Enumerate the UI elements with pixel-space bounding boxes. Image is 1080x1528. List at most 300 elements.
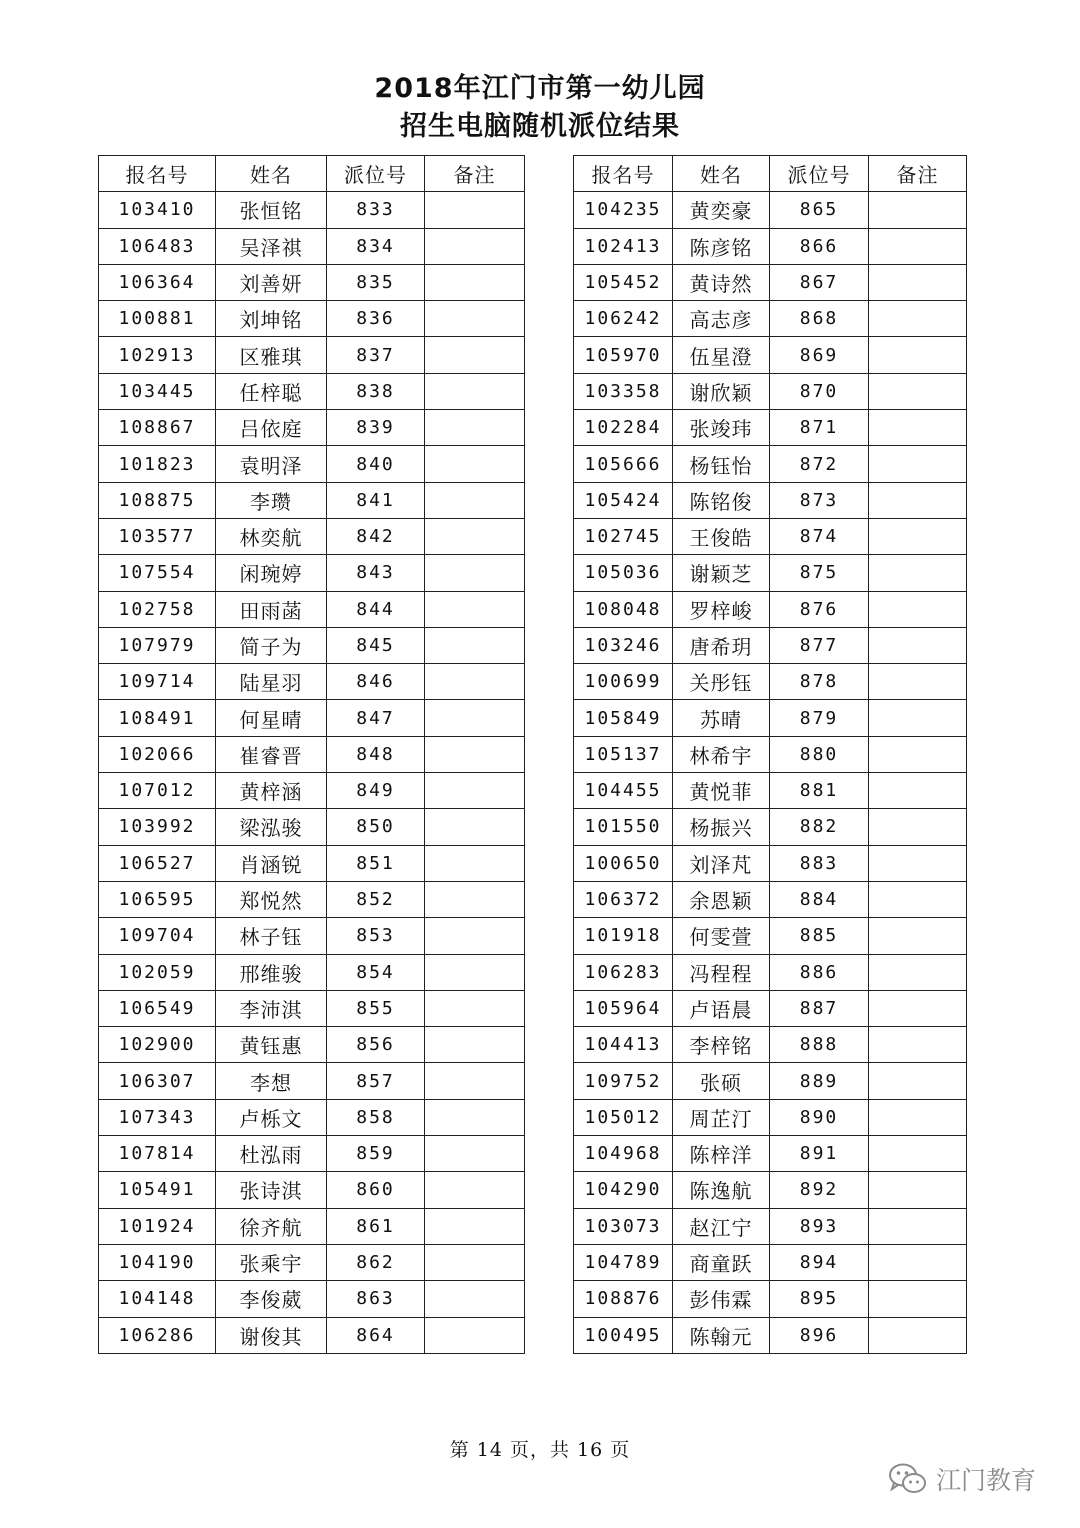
registration-id-cell: 103577 bbox=[99, 518, 216, 554]
student-name-cell: 黄奕豪 bbox=[673, 192, 770, 228]
note-cell bbox=[425, 446, 525, 482]
note-cell bbox=[869, 373, 967, 409]
note-cell bbox=[425, 809, 525, 845]
note-cell bbox=[425, 1244, 525, 1280]
table-row bbox=[99, 773, 525, 809]
column-header-id: 报名号 bbox=[574, 156, 673, 192]
student-name-cell: 彭伟霖 bbox=[673, 1281, 770, 1317]
registration-id-cell: 105036 bbox=[574, 555, 673, 591]
registration-id-cell: 105964 bbox=[574, 990, 673, 1026]
seat-number-cell: 888 bbox=[770, 1027, 869, 1063]
seat-number-cell: 885 bbox=[770, 918, 869, 954]
seat-number-cell: 851 bbox=[327, 845, 425, 881]
student-name-cell: 何雯萱 bbox=[673, 918, 770, 954]
note-cell bbox=[425, 918, 525, 954]
registration-id-cell: 106372 bbox=[574, 881, 673, 917]
seat-number-cell: 859 bbox=[327, 1136, 425, 1172]
registration-id-cell: 105666 bbox=[574, 446, 673, 482]
note-cell bbox=[869, 264, 967, 300]
registration-id-cell: 108875 bbox=[99, 482, 216, 518]
note-cell bbox=[425, 881, 525, 917]
seat-number-cell: 842 bbox=[327, 518, 425, 554]
table-row bbox=[99, 410, 525, 446]
registration-id-cell: 105452 bbox=[574, 264, 673, 300]
registration-id-cell: 106242 bbox=[574, 301, 673, 337]
note-cell bbox=[869, 518, 967, 554]
student-name-cell: 袁明泽 bbox=[216, 446, 327, 482]
table-row bbox=[574, 990, 967, 1026]
table-row bbox=[574, 373, 967, 409]
student-name-cell: 伍星澄 bbox=[673, 337, 770, 373]
student-name-cell: 李瓒 bbox=[216, 482, 327, 518]
registration-id-cell: 101823 bbox=[99, 446, 216, 482]
seat-number-cell: 847 bbox=[327, 700, 425, 736]
registration-id-cell: 103073 bbox=[574, 1208, 673, 1244]
registration-id-cell: 106286 bbox=[99, 1317, 216, 1353]
table-row bbox=[99, 192, 525, 228]
registration-id-cell: 109752 bbox=[574, 1063, 673, 1099]
table-row bbox=[574, 337, 967, 373]
table-row bbox=[99, 627, 525, 663]
table-row bbox=[99, 264, 525, 300]
seat-number-cell: 841 bbox=[327, 482, 425, 518]
student-name-cell: 吴泽祺 bbox=[216, 228, 327, 264]
table-row bbox=[99, 1281, 525, 1317]
seat-number-cell: 870 bbox=[770, 373, 869, 409]
seat-number-cell: 896 bbox=[770, 1317, 869, 1353]
note-cell bbox=[425, 627, 525, 663]
note-cell bbox=[425, 990, 525, 1026]
seat-number-cell: 856 bbox=[327, 1027, 425, 1063]
seat-number-cell: 876 bbox=[770, 591, 869, 627]
student-name-cell: 卢语晨 bbox=[673, 990, 770, 1026]
registration-id-cell: 103992 bbox=[99, 809, 216, 845]
table-row bbox=[99, 845, 525, 881]
registration-id-cell: 106483 bbox=[99, 228, 216, 264]
seat-number-cell: 865 bbox=[770, 192, 869, 228]
student-name-cell: 张恒铭 bbox=[216, 192, 327, 228]
seat-number-cell: 895 bbox=[770, 1281, 869, 1317]
table-row bbox=[574, 1027, 967, 1063]
registration-id-cell: 102066 bbox=[99, 736, 216, 772]
registration-id-cell: 103246 bbox=[574, 627, 673, 663]
note-cell bbox=[869, 809, 967, 845]
student-name-cell: 刘善妍 bbox=[216, 264, 327, 300]
table-row bbox=[99, 1317, 525, 1353]
student-name-cell: 林希宇 bbox=[673, 736, 770, 772]
seat-number-cell: 835 bbox=[327, 264, 425, 300]
seat-number-cell: 879 bbox=[770, 700, 869, 736]
note-cell bbox=[425, 773, 525, 809]
student-name-cell: 李想 bbox=[216, 1063, 327, 1099]
note-cell bbox=[425, 192, 525, 228]
seat-number-cell: 849 bbox=[327, 773, 425, 809]
note-cell bbox=[869, 1099, 967, 1135]
seat-number-cell: 872 bbox=[770, 446, 869, 482]
student-name-cell: 闲琬婷 bbox=[216, 555, 327, 591]
registration-id-cell: 100699 bbox=[574, 664, 673, 700]
seat-number-cell: 890 bbox=[770, 1099, 869, 1135]
registration-id-cell: 102913 bbox=[99, 337, 216, 373]
seat-number-cell: 894 bbox=[770, 1244, 869, 1280]
seat-number-cell: 839 bbox=[327, 410, 425, 446]
registration-id-cell: 104148 bbox=[99, 1281, 216, 1317]
student-name-cell: 刘泽芃 bbox=[673, 845, 770, 881]
seat-number-cell: 863 bbox=[327, 1281, 425, 1317]
seat-number-cell: 877 bbox=[770, 627, 869, 663]
note-cell bbox=[425, 1063, 525, 1099]
note-cell bbox=[425, 482, 525, 518]
table-row bbox=[99, 518, 525, 554]
seat-number-cell: 868 bbox=[770, 301, 869, 337]
registration-id-cell: 108491 bbox=[99, 700, 216, 736]
note-cell bbox=[425, 664, 525, 700]
wechat-icon bbox=[888, 1462, 928, 1496]
table-row bbox=[574, 1208, 967, 1244]
student-name-cell: 林子钰 bbox=[216, 918, 327, 954]
student-name-cell: 苏晴 bbox=[673, 700, 770, 736]
note-cell bbox=[869, 736, 967, 772]
student-name-cell: 李梓铭 bbox=[673, 1027, 770, 1063]
note-cell bbox=[425, 1027, 525, 1063]
seat-number-cell: 834 bbox=[327, 228, 425, 264]
seat-number-cell: 867 bbox=[770, 264, 869, 300]
note-cell bbox=[425, 410, 525, 446]
table-row bbox=[99, 664, 525, 700]
table-row bbox=[99, 301, 525, 337]
note-cell bbox=[869, 990, 967, 1026]
table-header-row bbox=[574, 156, 967, 192]
note-cell bbox=[425, 1136, 525, 1172]
registration-id-cell: 104455 bbox=[574, 773, 673, 809]
column-header-name: 姓名 bbox=[216, 156, 327, 192]
registration-id-cell: 101924 bbox=[99, 1208, 216, 1244]
seat-number-cell: 852 bbox=[327, 881, 425, 917]
note-cell bbox=[425, 1099, 525, 1135]
student-name-cell: 区雅琪 bbox=[216, 337, 327, 373]
registration-id-cell: 105849 bbox=[574, 700, 673, 736]
table-row bbox=[574, 591, 967, 627]
registration-id-cell: 107554 bbox=[99, 555, 216, 591]
roster-table-left bbox=[98, 155, 525, 1354]
note-cell bbox=[869, 1027, 967, 1063]
seat-number-cell: 886 bbox=[770, 954, 869, 990]
table-row bbox=[99, 990, 525, 1026]
registration-id-cell: 103445 bbox=[99, 373, 216, 409]
student-name-cell: 黄梓涵 bbox=[216, 773, 327, 809]
table-row bbox=[99, 954, 525, 990]
table-row bbox=[99, 1063, 525, 1099]
student-name-cell: 李沛淇 bbox=[216, 990, 327, 1026]
note-cell bbox=[869, 192, 967, 228]
seat-number-cell: 854 bbox=[327, 954, 425, 990]
registration-id-cell: 105424 bbox=[574, 482, 673, 518]
table-row bbox=[99, 555, 525, 591]
table-row bbox=[99, 446, 525, 482]
student-name-cell: 杨振兴 bbox=[673, 809, 770, 845]
table-row bbox=[574, 664, 967, 700]
seat-number-cell: 892 bbox=[770, 1172, 869, 1208]
seat-number-cell: 884 bbox=[770, 881, 869, 917]
table-row bbox=[574, 410, 967, 446]
column-header-note: 备注 bbox=[425, 156, 525, 192]
registration-id-cell: 102413 bbox=[574, 228, 673, 264]
note-cell bbox=[425, 736, 525, 772]
note-cell bbox=[869, 1063, 967, 1099]
note-cell bbox=[425, 954, 525, 990]
registration-id-cell: 102059 bbox=[99, 954, 216, 990]
table-row bbox=[574, 954, 967, 990]
student-name-cell: 周芷汀 bbox=[673, 1099, 770, 1135]
table-header-row bbox=[99, 156, 525, 192]
student-name-cell: 张诗淇 bbox=[216, 1172, 327, 1208]
student-name-cell: 张竣玮 bbox=[673, 410, 770, 446]
registration-id-cell: 100650 bbox=[574, 845, 673, 881]
registration-id-cell: 106549 bbox=[99, 990, 216, 1026]
student-name-cell: 梁泓骏 bbox=[216, 809, 327, 845]
table-row bbox=[574, 264, 967, 300]
column-header-id: 报名号 bbox=[99, 156, 216, 192]
seat-number-cell: 855 bbox=[327, 990, 425, 1026]
seat-number-cell: 891 bbox=[770, 1136, 869, 1172]
student-name-cell: 肖涵锐 bbox=[216, 845, 327, 881]
note-cell bbox=[869, 1136, 967, 1172]
registration-id-cell: 107979 bbox=[99, 627, 216, 663]
table-row bbox=[574, 1317, 967, 1353]
student-name-cell: 张硕 bbox=[673, 1063, 770, 1099]
table-row bbox=[574, 881, 967, 917]
note-cell bbox=[869, 1244, 967, 1280]
student-name-cell: 罗梓峻 bbox=[673, 591, 770, 627]
student-name-cell: 何星晴 bbox=[216, 700, 327, 736]
student-name-cell: 陈铭俊 bbox=[673, 482, 770, 518]
table-row bbox=[574, 555, 967, 591]
seat-number-cell: 874 bbox=[770, 518, 869, 554]
student-name-cell: 陈彦铭 bbox=[673, 228, 770, 264]
student-name-cell: 郑悦然 bbox=[216, 881, 327, 917]
registration-id-cell: 107012 bbox=[99, 773, 216, 809]
student-name-cell: 林奕航 bbox=[216, 518, 327, 554]
table-row bbox=[574, 627, 967, 663]
column-header-name: 姓名 bbox=[673, 156, 770, 192]
seat-number-cell: 862 bbox=[327, 1244, 425, 1280]
seat-number-cell: 861 bbox=[327, 1208, 425, 1244]
seat-number-cell: 838 bbox=[327, 373, 425, 409]
seat-number-cell: 864 bbox=[327, 1317, 425, 1353]
note-cell bbox=[869, 446, 967, 482]
note-cell bbox=[869, 410, 967, 446]
table-row bbox=[574, 228, 967, 264]
note-cell bbox=[869, 301, 967, 337]
student-name-cell: 高志彦 bbox=[673, 301, 770, 337]
seat-number-cell: 845 bbox=[327, 627, 425, 663]
wechat-watermark bbox=[888, 1461, 1036, 1497]
column-header-seat: 派位号 bbox=[327, 156, 425, 192]
table-row bbox=[99, 482, 525, 518]
seat-number-cell: 837 bbox=[327, 337, 425, 373]
registration-id-cell: 105012 bbox=[574, 1099, 673, 1135]
table-row bbox=[574, 446, 967, 482]
seat-number-cell: 840 bbox=[327, 446, 425, 482]
registration-id-cell: 100881 bbox=[99, 301, 216, 337]
note-cell bbox=[425, 1317, 525, 1353]
table-row bbox=[574, 1136, 967, 1172]
seat-number-cell: 833 bbox=[327, 192, 425, 228]
student-name-cell: 谢俊其 bbox=[216, 1317, 327, 1353]
note-cell bbox=[869, 845, 967, 881]
table-row bbox=[99, 1208, 525, 1244]
note-cell bbox=[425, 373, 525, 409]
table-row bbox=[99, 881, 525, 917]
seat-number-cell: 869 bbox=[770, 337, 869, 373]
note-cell bbox=[425, 228, 525, 264]
seat-number-cell: 860 bbox=[327, 1172, 425, 1208]
registration-id-cell: 106527 bbox=[99, 845, 216, 881]
note-cell bbox=[869, 482, 967, 518]
page-footer: 第 14 页，共 16 页 bbox=[449, 1439, 631, 1461]
student-name-cell: 商童跃 bbox=[673, 1244, 770, 1280]
table-row bbox=[99, 1136, 525, 1172]
table-row bbox=[99, 809, 525, 845]
registration-id-cell: 105491 bbox=[99, 1172, 216, 1208]
registration-id-cell: 102284 bbox=[574, 410, 673, 446]
student-name-cell: 关彤钰 bbox=[673, 664, 770, 700]
student-name-cell: 张乘宇 bbox=[216, 1244, 327, 1280]
roster-table-right bbox=[573, 155, 967, 1354]
registration-id-cell: 106307 bbox=[99, 1063, 216, 1099]
student-name-cell: 任梓聪 bbox=[216, 373, 327, 409]
seat-number-cell: 858 bbox=[327, 1099, 425, 1135]
seat-number-cell: 881 bbox=[770, 773, 869, 809]
table-row bbox=[574, 1244, 967, 1280]
note-cell bbox=[869, 881, 967, 917]
registration-id-cell: 103358 bbox=[574, 373, 673, 409]
seat-number-cell: 853 bbox=[327, 918, 425, 954]
registration-id-cell: 104190 bbox=[99, 1244, 216, 1280]
note-cell bbox=[869, 918, 967, 954]
note-cell bbox=[425, 700, 525, 736]
seat-number-cell: 887 bbox=[770, 990, 869, 1026]
note-cell bbox=[425, 518, 525, 554]
note-cell bbox=[869, 1281, 967, 1317]
note-cell bbox=[869, 555, 967, 591]
table-row bbox=[574, 301, 967, 337]
registration-id-cell: 101918 bbox=[574, 918, 673, 954]
table-row bbox=[574, 809, 967, 845]
registration-id-cell: 105137 bbox=[574, 736, 673, 772]
note-cell bbox=[869, 773, 967, 809]
seat-number-cell: 871 bbox=[770, 410, 869, 446]
seat-number-cell: 843 bbox=[327, 555, 425, 591]
student-name-cell: 徐齐航 bbox=[216, 1208, 327, 1244]
student-name-cell: 冯程程 bbox=[673, 954, 770, 990]
seat-number-cell: 836 bbox=[327, 301, 425, 337]
seat-number-cell: 866 bbox=[770, 228, 869, 264]
student-name-cell: 杜泓雨 bbox=[216, 1136, 327, 1172]
seat-number-cell: 880 bbox=[770, 736, 869, 772]
student-name-cell: 崔睿晋 bbox=[216, 736, 327, 772]
table-row bbox=[574, 918, 967, 954]
student-name-cell: 李俊葳 bbox=[216, 1281, 327, 1317]
registration-id-cell: 104789 bbox=[574, 1244, 673, 1280]
note-cell bbox=[425, 264, 525, 300]
seat-number-cell: 848 bbox=[327, 736, 425, 772]
registration-id-cell: 108867 bbox=[99, 410, 216, 446]
student-name-cell: 唐希玥 bbox=[673, 627, 770, 663]
registration-id-cell: 109714 bbox=[99, 664, 216, 700]
student-name-cell: 赵江宁 bbox=[673, 1208, 770, 1244]
student-name-cell: 简子为 bbox=[216, 627, 327, 663]
seat-number-cell: 883 bbox=[770, 845, 869, 881]
table-row bbox=[99, 918, 525, 954]
seat-number-cell: 893 bbox=[770, 1208, 869, 1244]
registration-id-cell: 108876 bbox=[574, 1281, 673, 1317]
student-name-cell: 陆星羽 bbox=[216, 664, 327, 700]
student-name-cell: 杨钰怡 bbox=[673, 446, 770, 482]
registration-id-cell: 106364 bbox=[99, 264, 216, 300]
table-row bbox=[574, 518, 967, 554]
table-row bbox=[574, 1099, 967, 1135]
note-cell bbox=[425, 555, 525, 591]
note-cell bbox=[869, 1208, 967, 1244]
seat-number-cell: 844 bbox=[327, 591, 425, 627]
table-row bbox=[574, 192, 967, 228]
registration-id-cell: 104290 bbox=[574, 1172, 673, 1208]
table-row bbox=[574, 700, 967, 736]
student-name-cell: 王俊皓 bbox=[673, 518, 770, 554]
registration-id-cell: 102758 bbox=[99, 591, 216, 627]
student-name-cell: 卢栎文 bbox=[216, 1099, 327, 1135]
student-name-cell: 吕依庭 bbox=[216, 410, 327, 446]
note-cell bbox=[425, 845, 525, 881]
document-title: 2018年江门市第一幼儿园 bbox=[374, 73, 706, 104]
registration-id-cell: 103410 bbox=[99, 192, 216, 228]
seat-number-cell: 850 bbox=[327, 809, 425, 845]
student-name-cell: 陈翰元 bbox=[673, 1317, 770, 1353]
registration-id-cell: 109704 bbox=[99, 918, 216, 954]
table-row bbox=[99, 1099, 525, 1135]
registration-id-cell: 106595 bbox=[99, 881, 216, 917]
note-cell bbox=[425, 337, 525, 373]
student-name-cell: 黄诗然 bbox=[673, 264, 770, 300]
note-cell bbox=[869, 1317, 967, 1353]
student-name-cell: 黄悦菲 bbox=[673, 773, 770, 809]
registration-id-cell: 101550 bbox=[574, 809, 673, 845]
student-name-cell: 黄钰惠 bbox=[216, 1027, 327, 1063]
seat-number-cell: 846 bbox=[327, 664, 425, 700]
registration-id-cell: 107343 bbox=[99, 1099, 216, 1135]
note-cell bbox=[869, 627, 967, 663]
registration-id-cell: 105970 bbox=[574, 337, 673, 373]
table-row bbox=[99, 1027, 525, 1063]
student-name-cell: 陈梓洋 bbox=[673, 1136, 770, 1172]
registration-id-cell: 104413 bbox=[574, 1027, 673, 1063]
table-row bbox=[574, 482, 967, 518]
table-row bbox=[99, 1244, 525, 1280]
registration-id-cell: 106283 bbox=[574, 954, 673, 990]
table-row bbox=[99, 591, 525, 627]
table-row bbox=[99, 736, 525, 772]
table-row bbox=[99, 1172, 525, 1208]
student-name-cell: 谢颖芝 bbox=[673, 555, 770, 591]
note-cell bbox=[869, 664, 967, 700]
registration-id-cell: 104235 bbox=[574, 192, 673, 228]
seat-number-cell: 889 bbox=[770, 1063, 869, 1099]
column-header-note: 备注 bbox=[869, 156, 967, 192]
note-cell bbox=[869, 228, 967, 264]
student-name-cell: 余恩颖 bbox=[673, 881, 770, 917]
student-name-cell: 田雨菡 bbox=[216, 591, 327, 627]
